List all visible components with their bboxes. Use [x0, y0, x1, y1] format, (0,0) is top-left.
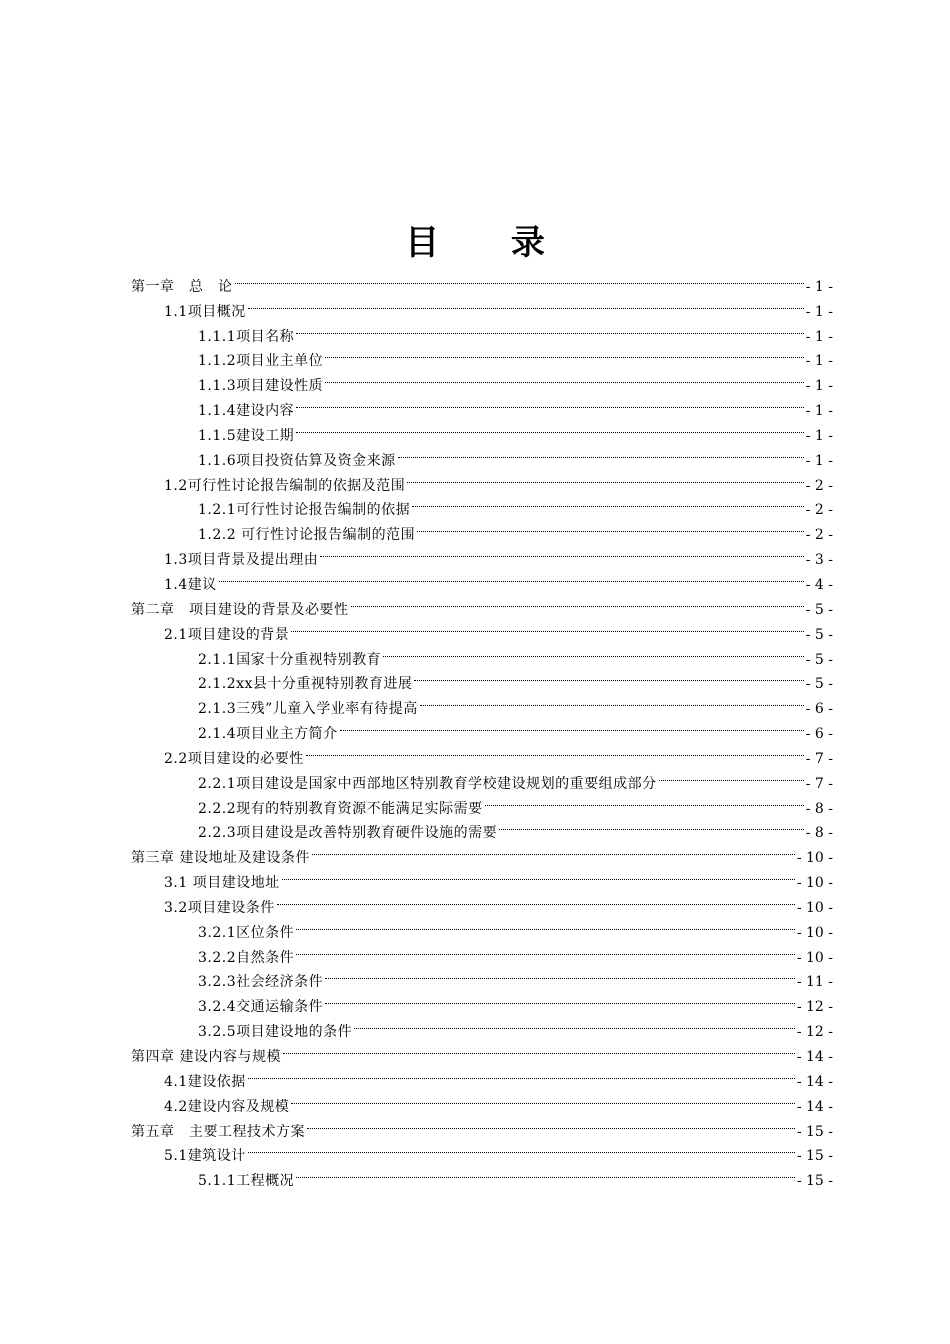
- toc-entry-label: 2.2.3项目建设是改善特别教育硬件设施的需要: [198, 825, 498, 842]
- toc-entry-label: 1.1.6项目投资估算及资金来源: [198, 452, 396, 469]
- toc-entry-page-number: - 10 -: [796, 924, 833, 941]
- dot-leader: [305, 1111, 797, 1136]
- dot-leader: [294, 912, 797, 937]
- toc-entry-label: 1.1项目概况: [164, 303, 246, 320]
- toc-entry-label: 第五章 主要工程技术方案: [131, 1123, 305, 1140]
- toc-entry-page-number: - 5 -: [805, 626, 833, 643]
- toc-entry-label: 1.1.4建设内容: [198, 403, 295, 420]
- toc-entry-label: 2.1.3三残”儿童入学业率有待提高: [198, 701, 418, 718]
- dot-leader: [396, 440, 806, 465]
- toc-entry-page-number: - 5 -: [805, 601, 833, 618]
- toc-entry-page-number: - 10 -: [796, 949, 833, 966]
- toc-entry-label: 4.1建设依据: [164, 1073, 246, 1090]
- toc-entry-page-number: - 1 -: [805, 452, 833, 469]
- dot-leader: [281, 1036, 797, 1061]
- dot-leader: [418, 688, 806, 713]
- dot-leader: [246, 1136, 797, 1161]
- toc-entry-page-number: - 1 -: [805, 328, 833, 345]
- toc-entry-label: 3.2.4交通运输条件: [198, 999, 324, 1016]
- dot-leader: [294, 415, 806, 440]
- toc-entry-page-number: - 14 -: [796, 1073, 833, 1090]
- toc-entry-label: 3.2.3社会经济条件: [198, 974, 324, 991]
- toc-entry-page-number: - 1 -: [805, 378, 833, 395]
- toc-entry-label: 1.2.2 可行性讨论报告编制的范围: [198, 527, 416, 544]
- toc-entry-page-number: - 3 -: [805, 552, 833, 569]
- dot-leader: [657, 763, 806, 788]
- toc-entry-label: 3.2.1区位条件: [198, 924, 295, 941]
- toc-entry-page-number: - 10 -: [796, 850, 833, 867]
- dot-leader: [415, 514, 806, 539]
- toc-entry[interactable]: [131, 564, 833, 593]
- dot-leader: [246, 291, 806, 316]
- dot-leader: [318, 539, 805, 564]
- toc-entry-page-number: - 4 -: [805, 576, 833, 593]
- toc-entry-page-number: - 8 -: [805, 825, 833, 842]
- toc-entry-page-number: - 5 -: [805, 651, 833, 668]
- toc-entry-page-number: - 15 -: [796, 1123, 833, 1140]
- toc-entry-page-number: - 10 -: [796, 875, 833, 892]
- toc-entry[interactable]: [131, 266, 833, 295]
- dot-leader: [323, 365, 806, 390]
- toc-entry[interactable]: [131, 589, 833, 618]
- toc-entry-page-number: - 6 -: [805, 701, 833, 718]
- dot-leader: [275, 887, 797, 912]
- dot-leader: [323, 341, 806, 366]
- dot-leader: [294, 316, 806, 341]
- toc-entry-page-number: - 14 -: [796, 1049, 833, 1065]
- toc-entry-label: 1.3项目背景及提出理由: [164, 552, 319, 569]
- toc-entry-page-number: - 7 -: [805, 775, 833, 792]
- toc-entry-label: 3.1 项目建设地址: [164, 875, 280, 892]
- toc-entry-page-number: - 15 -: [796, 1148, 833, 1165]
- toc-entry-label: 1.1.2项目业主单位: [198, 353, 324, 370]
- toc-entry-label: 第二章 项目建设的背景及必要性: [131, 601, 349, 618]
- toc-entry-label: 5.1.1工程概况: [198, 1173, 295, 1190]
- dot-leader: [410, 490, 806, 515]
- toc-entry-page-number: - 1 -: [805, 353, 833, 370]
- toc-entry-label: 1.1.3项目建设性质: [198, 378, 324, 395]
- toc-entry-page-number: - 1 -: [805, 303, 833, 320]
- table-of-contents: [131, 266, 833, 1190]
- dot-leader: [289, 1086, 797, 1111]
- dot-leader: [289, 614, 805, 639]
- toc-entry-label: 5.1建筑设计: [164, 1148, 246, 1165]
- dot-leader: [233, 266, 806, 291]
- dot-leader: [338, 713, 806, 738]
- toc-entry-label: 2.2项目建设的必要性: [164, 750, 304, 767]
- toc-entry-label: 1.2可行性讨论报告编制的依据及范围: [164, 477, 406, 494]
- toc-entry-page-number: - 1 -: [805, 427, 833, 444]
- toc-entry-page-number: - 2 -: [805, 527, 833, 544]
- toc-entry-label: 2.1.2xx县十分重视特别教育进展: [198, 676, 413, 693]
- dot-leader: [294, 937, 797, 962]
- toc-entry-label: 2.2.1项目建设是国家中西部地区特别教育学校建设规划的重要组成部分: [198, 775, 657, 792]
- dot-leader: [294, 1160, 797, 1185]
- toc-entry-page-number: - 14 -: [796, 1098, 833, 1115]
- toc-entry-page-number: - 6 -: [805, 726, 833, 743]
- dot-leader: [405, 465, 805, 490]
- toc-entry-page-number: - 2 -: [805, 502, 833, 519]
- dot-leader: [323, 962, 797, 987]
- toc-entry-label: 4.2建设内容及规模: [164, 1098, 290, 1115]
- toc-entry-label: 3.2项目建设条件: [164, 899, 275, 916]
- toc-entry-label: 2.1项目建设的背景: [164, 626, 290, 643]
- toc-entry-label: 3.2.5项目建设地的条件: [198, 1024, 353, 1041]
- toc-entry-label: 3.2.2自然条件: [198, 949, 295, 966]
- dot-leader: [381, 639, 806, 664]
- toc-entry-label: 1.2.1可行性讨论报告编制的依据: [198, 502, 411, 519]
- dot-leader: [310, 837, 797, 862]
- dot-leader: [352, 1011, 797, 1036]
- toc-entry-label: 2.1.1国家十分重视特别教育: [198, 651, 382, 668]
- toc-entry-page-number: - 12 -: [796, 1024, 833, 1041]
- dot-leader: [323, 986, 797, 1011]
- dot-leader: [412, 664, 805, 689]
- toc-entry-label: 第一章 总 论: [131, 278, 233, 295]
- toc-entry-page-number: - 10 -: [796, 899, 833, 916]
- toc-entry-label: 2.1.4项目业主方简介: [198, 726, 338, 743]
- toc-entry-page-number: - 5 -: [805, 676, 833, 693]
- toc-entry-label: 1.4建议: [164, 576, 217, 593]
- dot-leader: [483, 788, 806, 813]
- toc-entry-page-number: - 11 -: [796, 974, 833, 991]
- dot-leader: [349, 589, 806, 614]
- dot-leader: [217, 564, 806, 589]
- dot-leader: [497, 813, 806, 838]
- toc-entry-label: 第三章 建设地址及建设条件: [131, 850, 310, 867]
- toc-entry[interactable]: [131, 291, 833, 320]
- toc-entry-page-number: - 7 -: [805, 750, 833, 767]
- toc-entry-label: 第四章 建设内容与规模: [131, 1049, 281, 1065]
- dot-leader: [246, 1061, 797, 1086]
- toc-entry-page-number: - 2 -: [805, 477, 833, 494]
- toc-entry-page-number: - 1 -: [805, 278, 833, 295]
- dot-leader: [294, 390, 806, 415]
- toc-entry-label: 2.2.2现有的特别教育资源不能满足实际需要: [198, 800, 483, 817]
- toc-entry-label: 1.1.1项目名称: [198, 328, 295, 345]
- toc-entry-page-number: - 1 -: [805, 403, 833, 420]
- toc-title: 目 录: [405, 223, 575, 263]
- toc-entry-page-number: - 8 -: [805, 800, 833, 817]
- toc-entry-page-number: - 12 -: [796, 999, 833, 1016]
- toc-entry-label: 1.1.5建设工期: [198, 427, 295, 444]
- toc-entry-page-number: - 15 -: [796, 1173, 833, 1190]
- dot-leader: [280, 862, 797, 887]
- dot-leader: [304, 738, 806, 763]
